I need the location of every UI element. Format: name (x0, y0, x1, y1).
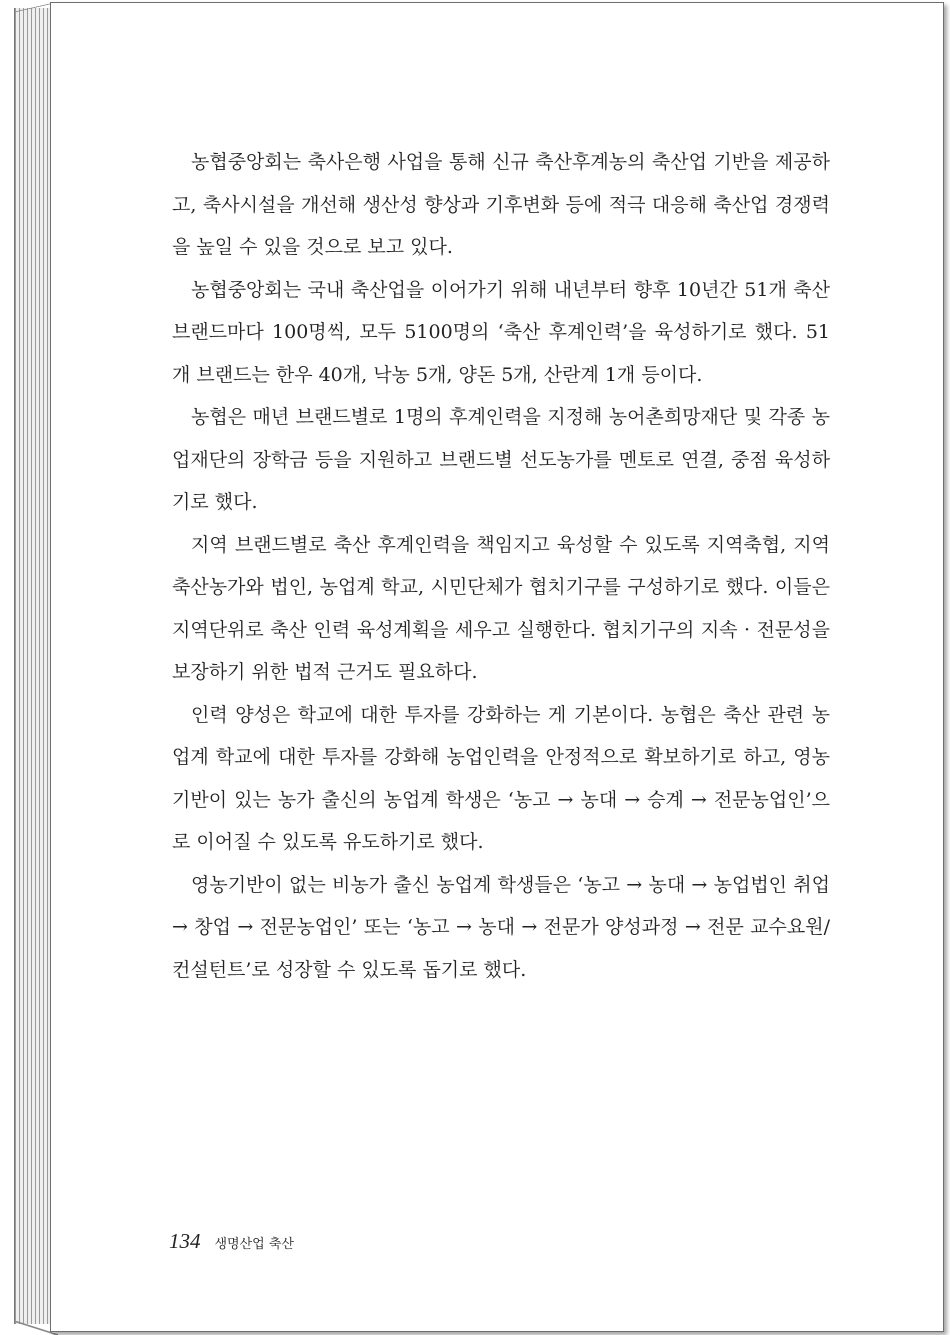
page-number: 134 (169, 1229, 201, 1253)
book-page (50, 2, 944, 1332)
running-title: 생명산업 축산 (214, 1237, 294, 1252)
paragraph-4: 지역 브랜드별로 축산 후계인력을 책임지고 육성할 수 있도록 지역축협, 지역 축산농가와 법인, 농업계 학교, 시민단체가 협치기구를 구성하기로 했다. 이들은 지역단위로 축산 인력 육성계획을 세우고 실행한다. 협치기구의 지속 · 전문성을 보장하기 위한 법적 근거도 필요하다. (172, 533, 830, 683)
paragraph-5: 인력 양성은 학교에 대한 투자를 강화하는 게 기본이다. 농협은 축산 관련 농업계 학교에 대한 투자를 강화해 농업인력을 안정적으로 확보하기로 하고, 영농기반이 있는 농가 출신의 농업계 학생은 ‘농고 → 농대 → 승계 → 전문농업인’으로 이어질 수 있도록 유도하기로 했다. (172, 703, 830, 853)
page-footer (169, 1229, 294, 1254)
paragraph-2: 농협중앙회는 국내 축산업을 이어가기 위해 내년부터 향후 10년간 51개 축산 브랜드마다 100명씩, 모두 5100명의 ‘축산 후계인력’을 육성하기로 했다. 51개 브랜드는 한우 40개, 낙농 5개, 양돈 5개, 산란계 1개 등이다. (172, 278, 830, 386)
page-stack-edge (14, 8, 55, 1324)
paragraph-6: 영농기반이 없는 비농가 출신 농업계 학생들은 ‘농고 → 농대 → 농업법인 취업 → 창업 → 전문농업인’ 또는 ‘농고 → 농대 → 전문가 양성과정 → 전문 교수요원/컨설턴트’로 성장할 수 있도록 돕기로 했다. (172, 873, 830, 981)
paragraph-3: 농협은 매년 브랜드별로 1명의 후계인력을 지정해 농어촌희망재단 및 각종 농업재단의 장학금 등을 지원하고 브랜드별 선도농가를 멘토로 연결, 중점 육성하기로 했다. (172, 406, 830, 513)
paragraph-1: 농협중앙회는 축사은행 사업을 통해 신규 축산후계농의 축산업 기반을 제공하고, 축사시설을 개선해 생산성 향상과 기후변화 등에 적극 대응해 축산업 경쟁력을 높일 수 있을 것으로 보고 있다. (172, 151, 830, 258)
body-text (172, 141, 830, 991)
